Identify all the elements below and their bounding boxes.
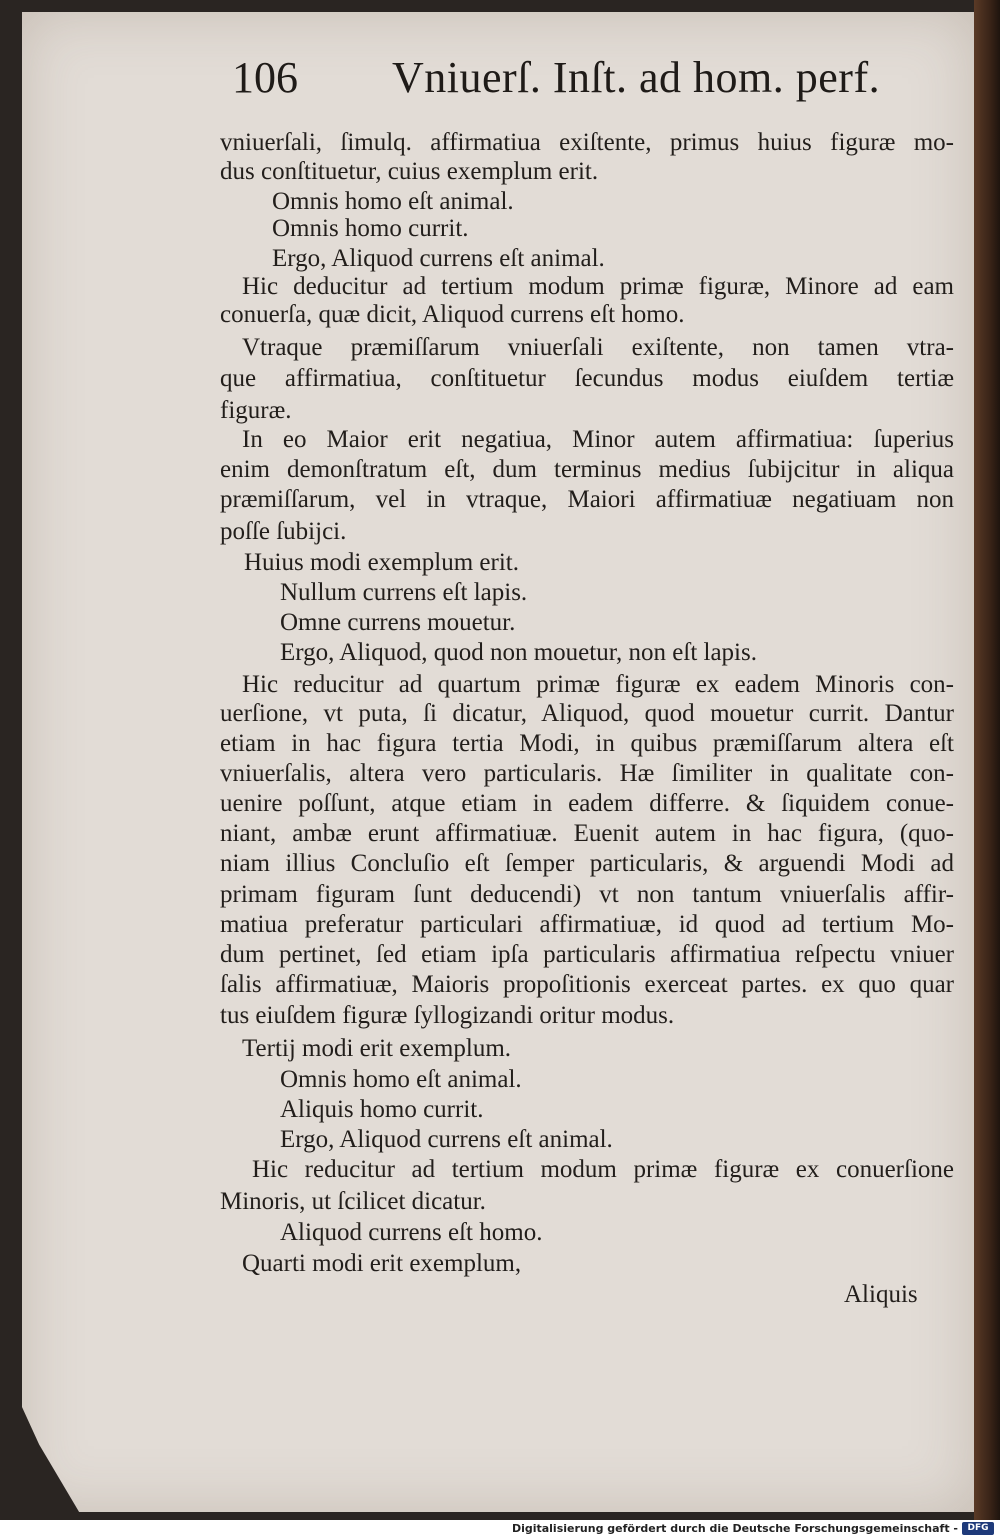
text-line: Hic reducitur ad tertium modum primæ figuræ ex conuerſione — [252, 1156, 954, 1183]
text-line: Omnis homo eſt animal. — [272, 188, 514, 215]
text-line: conuerſa, quæ dicit, Aliquod currens eſt homo. — [220, 301, 685, 328]
text-line: vniuerſalis, altera vero particularis. Hæ ſimiliter in qualitate con- — [220, 760, 954, 787]
text-line: que affirmatiua, conſtituetur ſecundus modus eiuſdem tertiæ — [220, 365, 954, 392]
text-line: Minoris, ut ſcilicet dicatur. — [220, 1188, 486, 1215]
text-line: præmiſſarum, vel in vtraque, Maiori affirmatiuæ negatiuam non — [220, 486, 954, 513]
text-line: Omnis homo currit. — [272, 215, 469, 242]
text-line: Huius modi exemplum erit. — [244, 549, 519, 576]
text-line: ſalis affirmatiuæ, Maioris propoſitionis exerceat partes. ex quo quar — [220, 971, 954, 998]
text-line: Aliquod currens eſt homo. — [280, 1219, 543, 1246]
funding-credit: Digitalisierung gefördert durch die Deutsche Forschungsgemeinschaft - — [511, 1522, 958, 1535]
text-line: etiam in hac figura tertia Modi, in quibus præmiſſarum altera eſt — [220, 730, 954, 757]
text-line: niam illius Concluſio eſt ſemper particularis, & arguendi Modi ad — [220, 850, 954, 877]
text-line: Omnis homo eſt animal. — [280, 1066, 522, 1093]
text-line: Ergo, Aliquod currens eſt animal. — [280, 1126, 613, 1153]
text-line: tus eiuſdem figuræ ſyllogizandi oritur modus. — [220, 1002, 675, 1029]
text-line: primam figuram ſunt deducendi) vt non tantum vniuerſalis affir- — [220, 881, 954, 908]
text-line: Nullum currens eſt lapis. — [280, 579, 528, 606]
footer-bar — [0, 1520, 1000, 1538]
text-line: enim demonſtratum eſt, dum terminus medius ſubijcitur in aliqua — [220, 456, 954, 483]
text-line: In eo Maior erit negatiua, Minor autem affirmatiua: ſuperius — [242, 426, 954, 453]
text-line: Vtraque præmiſſarum vniuerſali exiſtente, non tamen vtra- — [242, 334, 954, 361]
page-number: 106 — [232, 53, 298, 102]
text-line: vniuerſali, ſimulq. affirmatiua exiſtente, primus huius figuræ mo- — [220, 129, 954, 156]
dfg-logo: DFG — [962, 1522, 994, 1535]
text-line: Hic deducitur ad tertium modum primæ figuræ, Minore ad eam — [242, 273, 954, 300]
text-line: Hic reducitur ad quartum primæ figuræ ex eadem Minoris con- — [242, 671, 954, 698]
text-line: niant, ambæ erunt affirmatiuæ. Euenit autem in hac figura, (quo- — [220, 820, 954, 847]
catchword: Aliquis — [844, 1281, 918, 1308]
text-line: Tertij modi erit exemplum. — [242, 1035, 512, 1062]
running-title: Vniuerſ. Inſt. ad hom. perf. — [392, 53, 881, 102]
binding-edge — [974, 0, 1000, 1520]
text-line: dus conſtituetur, cuius exemplum erit. — [220, 158, 599, 185]
text-line: Quarti modi erit exemplum, — [242, 1250, 522, 1277]
text-line: Ergo, Aliquod currens eſt animal. — [272, 245, 605, 272]
text-line: dum pertinet, ſed etiam ipſa particularis affirmatiua reſpectu vniuer — [220, 941, 954, 968]
text-line: uerſione, vt puta, ſi dicatur, Aliquod, quod mouetur currit. Dantur — [220, 700, 954, 727]
running-head — [232, 52, 881, 112]
text-line: Ergo, Aliquod, quod non mouetur, non eſt lapis. — [280, 639, 757, 666]
text-line: figuræ. — [220, 397, 292, 424]
text-line: Omne currens mouetur. — [280, 609, 516, 636]
text-line: uenire poſſunt, atque etiam in eadem differre. & ſiquidem conue- — [220, 790, 954, 817]
text-line: matiua preferatur particulari affirmatiuæ, id quod ad tertium Mo- — [220, 911, 954, 938]
text-line: poſſe ſubijci. — [220, 518, 347, 545]
text-line: Aliquis homo currit. — [280, 1096, 484, 1123]
